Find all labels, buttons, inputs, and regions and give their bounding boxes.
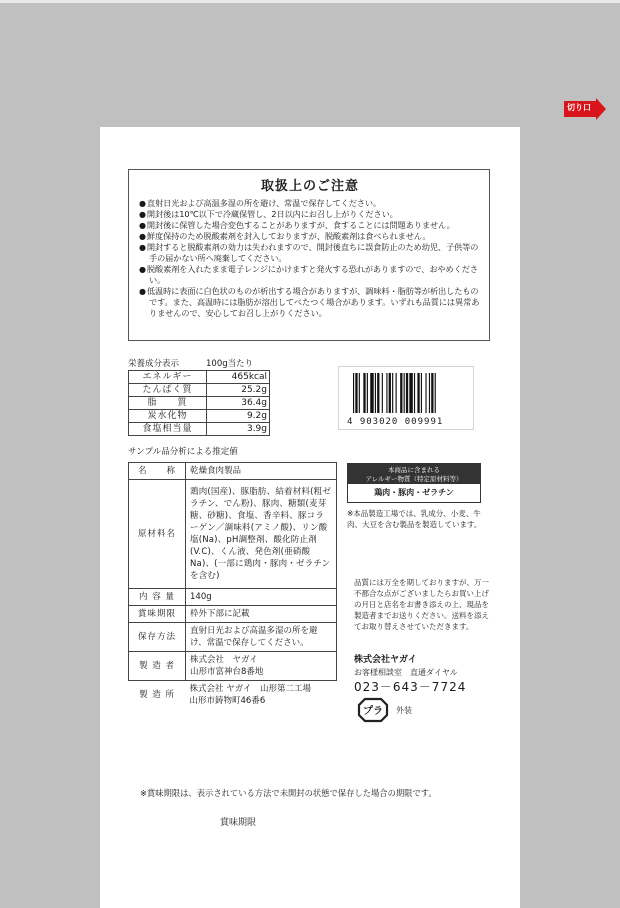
table-row bbox=[129, 371, 270, 384]
barcode-bar bbox=[355, 373, 357, 413]
notice-item: ● 開封すると脱酸素剤の効力は失われますので、開封後直ちに誤食防止のため幼児、子供等の手の届かない所へ廃棄してください。 bbox=[139, 242, 481, 264]
barcode-bar bbox=[382, 373, 383, 413]
recycle-label: 外装 bbox=[396, 706, 412, 715]
table-row bbox=[129, 681, 337, 710]
nutrition-value: 465kcal bbox=[207, 371, 270, 384]
barcode-bar bbox=[363, 373, 365, 413]
nutrition-header bbox=[128, 357, 276, 369]
notice-item: ● 鮮度保持のため脱酸素剤を封入しておりますが、脱酸素剤は食べられません。 bbox=[139, 231, 481, 242]
nutrition-label: たんぱく質 bbox=[129, 384, 207, 397]
table-row bbox=[129, 606, 337, 623]
notice-title: 取扱上のご注意 bbox=[260, 179, 359, 194]
spec-label: 原材料名 bbox=[129, 480, 186, 589]
spec-label: 製 造 者 bbox=[129, 652, 186, 681]
expiry-date-box bbox=[220, 815, 401, 908]
spec-label: 名 称 bbox=[129, 463, 186, 480]
notice-list bbox=[139, 198, 481, 319]
nutrition-label: 炭水化物 bbox=[129, 410, 207, 423]
customer-desk: お客様相談室 直通ダイヤル bbox=[354, 668, 458, 677]
barcode-bar bbox=[406, 373, 408, 413]
table-row bbox=[129, 410, 270, 423]
phone-number[interactable]: 023－643－7724 bbox=[354, 680, 467, 694]
spec-value: 乾燥食肉製品 bbox=[186, 463, 337, 480]
barcode-bar bbox=[404, 373, 405, 413]
spec-label: 賞味期限 bbox=[129, 606, 186, 623]
spec-label: 製 造 所 bbox=[139, 690, 175, 700]
product-spec-table bbox=[128, 462, 337, 709]
notice-item: ● 低温時に表面に白色状のものが析出する場合がありますが、調味料・脂肪等が析出したものです。また、高温時には脂肪が溶出してべたつく場合があります。いずれも品質には異常ありませんので、安心してお召し上がりください。 bbox=[139, 286, 481, 319]
recycle-mark-text: プラ bbox=[363, 706, 383, 717]
nutrition-value: 9.2g bbox=[207, 410, 270, 423]
recycle-mark bbox=[356, 696, 436, 724]
barcode-bar bbox=[429, 373, 430, 413]
company-contact bbox=[354, 652, 504, 695]
company-name: 株式会社ヤガイ bbox=[354, 655, 417, 665]
barcode-bar bbox=[392, 373, 393, 413]
table-row bbox=[129, 397, 270, 410]
barcode-bar bbox=[389, 373, 391, 413]
nutrition-note: サンプル品分析による推定値 bbox=[128, 447, 238, 457]
allergen-box bbox=[347, 463, 481, 503]
top-edge bbox=[0, 0, 620, 3]
notice-item: ● 直射日光および高温多湿の所を避け、常温で保存してください。 bbox=[139, 198, 481, 209]
nutrition-label: エネルギー bbox=[129, 371, 207, 384]
spec-value: 140g bbox=[186, 589, 337, 606]
notice-item: ● 脱酸素剤を入れたまま電子レンジにかけますと発火する恐れがありますので、おやめください。 bbox=[139, 264, 481, 286]
nutrition-value: 36.4g bbox=[207, 397, 270, 410]
notice-item: ● 開封後に保管した場合変色することがありますが、食することには問題ありません。 bbox=[139, 220, 481, 231]
nutrition-label: 食塩相当量 bbox=[129, 423, 207, 436]
spec-value: 鶏肉(国産)、豚脂肪、結着材料(粗ゼラチン、でん粉)、豚肉、糖類(麦芽糖、砂糖)、食塩、香辛料、豚コラーゲン／調味料(アミノ酸)、リン酸塩(Na)、pH調整剤、酸化防止剤(V.C)、くん液、発色剤(亜硝酸Na)、(一部に鶏肉・豚肉・ゼラチンを含む) bbox=[186, 480, 337, 589]
spec-value: 株式会社 ヤガイ 山形第二工場 山形市鋳物町46番6 bbox=[189, 684, 311, 706]
nutrition-value: 25.2g bbox=[207, 384, 270, 397]
label-panel bbox=[100, 127, 520, 908]
table-row bbox=[129, 463, 337, 480]
spec-label: 保存方法 bbox=[129, 623, 186, 652]
table-row bbox=[129, 480, 337, 589]
nutrition-label: 脂 質 bbox=[129, 397, 207, 410]
table-row bbox=[129, 423, 270, 436]
tear-notch-label: 切り口 bbox=[567, 103, 591, 112]
barcode-number: 4 903020 009991 bbox=[347, 417, 444, 427]
quality-statement: 品質には万全を期しておりますが、万一不都合な点がございましたらお買い上げの月日と店名をお書き添えの上、現品を製造者までお送りください。送料を添えてお取り替えさせていただきます。 bbox=[354, 578, 489, 631]
barcode-bar bbox=[353, 373, 354, 413]
barcode-bar bbox=[375, 373, 376, 413]
spec-label: 内 容 量 bbox=[129, 589, 186, 606]
tear-notch-tab[interactable] bbox=[564, 98, 618, 120]
table-row bbox=[129, 384, 270, 397]
barcode-bar bbox=[386, 373, 387, 413]
expiry-footnote: ※賞味期限は、表示されている方法で未開封の状態で保存した場合の期限です。 bbox=[140, 788, 437, 798]
barcode-bar bbox=[409, 373, 412, 413]
handling-notice-box bbox=[128, 169, 490, 341]
barcode-bar bbox=[435, 373, 436, 413]
barcode-bar bbox=[400, 373, 402, 413]
nutrition-title: 栄養成分表示 bbox=[128, 359, 180, 369]
barcode-bar bbox=[370, 373, 373, 413]
allergen-items: 鶏肉・豚肉・ゼラチン bbox=[374, 488, 454, 497]
table-row bbox=[129, 623, 337, 652]
barcode-bar bbox=[396, 373, 397, 413]
barcode-bar bbox=[425, 373, 426, 413]
barcode-bar bbox=[367, 373, 368, 413]
table-row bbox=[129, 652, 337, 681]
nutrition-per: 100g当たり bbox=[206, 359, 254, 369]
allergen-note: ※本品製造工場では、乳成分、小麦、牛肉、大豆を含む製品を製造しています。 bbox=[347, 509, 482, 529]
barcode-bar bbox=[431, 373, 433, 413]
spec-value: 直射日光および高温多湿の所を避け、常温で保存してください。 bbox=[186, 623, 337, 652]
barcode-bar bbox=[414, 373, 415, 413]
nutrition-table bbox=[128, 370, 270, 436]
table-row bbox=[129, 589, 337, 606]
barcode-bar bbox=[417, 373, 419, 413]
allergen-header: 本商品に含まれる アレルギー物質（特定原材料等） bbox=[348, 464, 480, 484]
barcode-bar bbox=[421, 373, 422, 413]
pla-recycle-icon bbox=[356, 696, 390, 724]
expiry-label: 賞味期限 bbox=[220, 818, 257, 828]
nutrition-value: 3.9g bbox=[207, 423, 270, 436]
barcode-bar bbox=[377, 373, 379, 413]
spec-value: 株式会社 ヤガイ 山形市富神台8番地 bbox=[186, 652, 337, 681]
barcode-bar bbox=[359, 373, 360, 413]
spec-value: 枠外下部に記載 bbox=[186, 606, 337, 623]
notice-item: ● 開封後は10℃以下で冷蔵保管し、2日以内にお召し上がりください。 bbox=[139, 209, 481, 220]
barcode-bars-icon bbox=[353, 373, 487, 421]
barcode bbox=[338, 366, 474, 430]
